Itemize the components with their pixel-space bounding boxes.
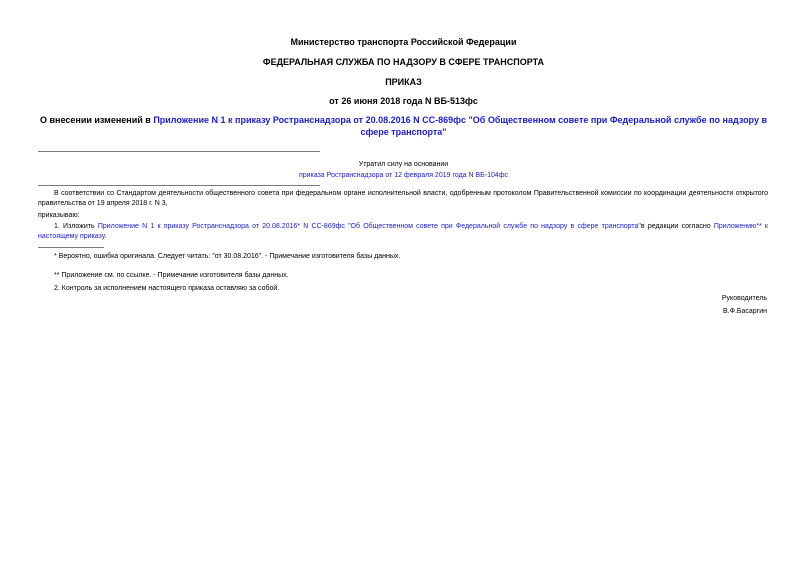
item-1-middle: в редакции согласно xyxy=(640,223,714,230)
status-link[interactable]: приказа Ространснадзора от 12 февраля 2019 года N ВБ-104фс xyxy=(298,172,509,179)
item-1-paragraph xyxy=(38,222,768,242)
divider-status xyxy=(38,185,320,186)
item-1-link[interactable]: Приложение N 1 к приказу Ространснадзора от 20.08.2016* N СС-869фс "Об Общественном совете при Федеральной службе по надзору в сфере транспорта" xyxy=(97,223,641,230)
status-note: Утратил силу на основании xyxy=(358,161,449,168)
title-prefix: О внесении изменений в xyxy=(40,115,154,125)
item-1-link-appendix[interactable]: Приложению** к настоящему приказу xyxy=(38,223,768,240)
signature-position: Руководитель xyxy=(721,295,767,302)
status-link-row xyxy=(0,171,807,181)
signature-name: В.Ф.Басаргин xyxy=(723,308,767,315)
ministry-heading: Министерство транспорта Российской Федерации xyxy=(290,37,517,47)
footnote-divider xyxy=(38,247,104,248)
item-1-end: . xyxy=(104,233,107,240)
doc-date-heading: от 26 июня 2018 года N ВБ-513фс xyxy=(329,96,478,106)
title-link[interactable]: Приложение N 1 к приказу Ространснадзора от 20.08.2016 N СС-869фс "Об Общественном совете при Федеральной службе по надзору в сфере транспорта" xyxy=(153,115,767,137)
doc-type-heading: ПРИКАЗ xyxy=(385,77,422,87)
footnote-2: ** Приложение см. по ссылке. - Примечание изготовителя базы данных. xyxy=(54,272,289,279)
divider-top xyxy=(38,151,320,152)
order-word: приказываю: xyxy=(38,212,80,219)
item-1-prefix: 1. Изложить xyxy=(54,223,98,230)
service-heading: ФЕДЕРАЛЬНАЯ СЛУЖБА ПО НАДЗОРУ В СФЕРЕ ТРАНСПОРТА xyxy=(262,57,545,67)
document-title xyxy=(40,114,767,138)
footnote-1: * Вероятно, ошибка оригинала. Следует читать: "от 30.08.2016". - Примечание изготовителя базы данных. xyxy=(54,253,401,260)
item-2-paragraph: 2. Контроль за исполнением настоящего приказа оставляю за собой. xyxy=(54,285,280,292)
preamble-paragraph: В соответствии со Стандартом деятельности общественного совета при федеральном органе исполнительной власти, одобренным протоколом Правительственной комиссии по координации деятельности открытого правительства от 19 апреля 2018 г. N 3, xyxy=(38,190,768,207)
